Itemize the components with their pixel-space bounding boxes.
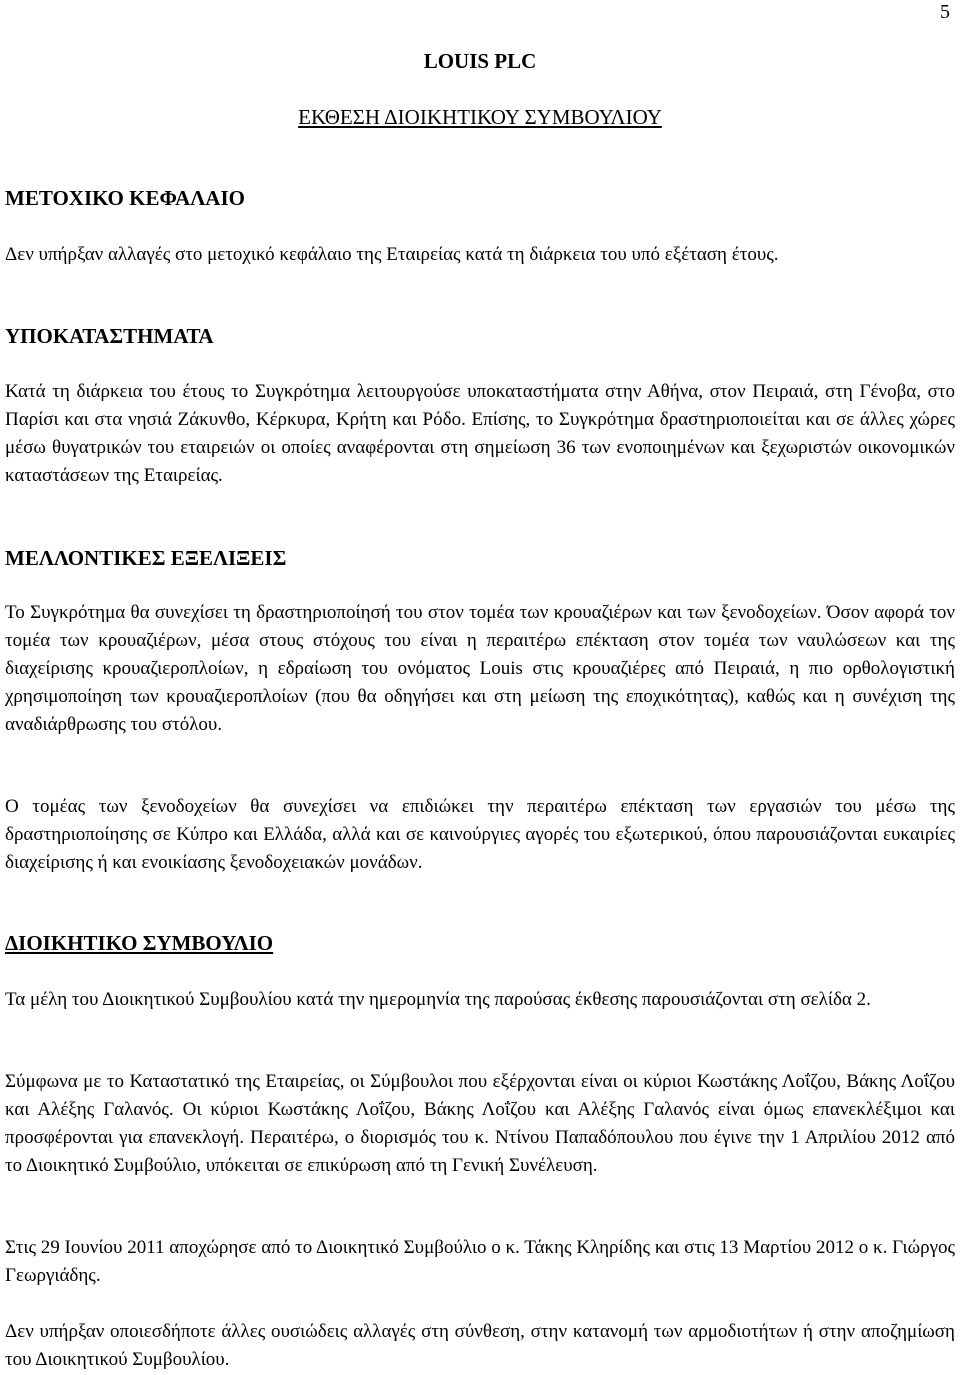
future-heading-block [5,544,955,572]
report-title: ΕΚΘΕΣΗ ΔΙΟΙΚΗΤΙΚΟΥ ΣΥΜΒΟΥΛΙΟΥ [298,105,662,129]
board-section-3 [5,1234,955,1290]
future-section [5,599,955,739]
board-section-4 [5,1318,955,1374]
share-capital-text: Δεν υπήρξαν αλλαγές στο μετοχικό κεφάλαιο της Εταιρείας κατά τη διάρκεια του υπό εξέταση έτους. [5,244,779,265]
document-page [5,0,955,1375]
board-text-2: Σύμφωνα με το Καταστατικό της Εταιρείας, οι Σύμβουλοι που εξέρχονται είναι οι κύριοι Κωστάκης Λοΐζου, Βάκης Λοΐζου και Αλέξης Γαλανός. Οι κύριοι Κωστάκης Λοΐζου, Βάκης Λοΐζου και Αλέξης Γαλανός είναι όμως επανεκλέξιμοι και προσφέρονται για επανεκλογή. Περαιτέρω, ο διορισμός του κ. Ντίνου Παπαδόπουλου που έγινε την 1 Απριλίου 2012 από το Διοικητικό Συμβούλιο, υπόκειται σε επικύρωση από τη Γενική Συνέλευση. [5,1071,955,1176]
board-text-3: Στις 29 Ιουνίου 2011 αποχώρησε από το Διοικητικό Συμβούλιο ο κ. Τάκης Κληρίδης και στις 13 Μαρτίου 2012 ο κ. Γιώργος Γεωργιάδης. [5,1237,955,1286]
future-heading: ΜΕΛΛΟΝΤΙΚΕΣ ΕΞΕΛΙΞΕΙΣ [5,546,287,570]
future-text-1: Το Συγκρότημα θα συνεχίσει τη δραστηριοποίησή του στον τομέα των κρουαζιέρων και των ξενοδοχείων. Όσον αφορά τον τομέα των κρουαζιέρων, μέσα στους στόχους του είναι η περαιτέρω επέκταση στον τομέα των ναυλώσεων και της διαχείρισης κρουαζιεροπλοίων, η εδραίωση του ονόματος Louis στις κρουαζιέρες από Πειραιά, η πιο ορθολογιστική χρησιμοποίηση των κρουαζιεροπλοίων (που θα οδηγήσει και στη μείωση της εποχικότητας), καθώς και η συνέχιση της αναδιάρθρωσης του στόλου. [5,602,955,735]
board-section-1 [5,986,955,1014]
share-capital-heading-block [5,184,955,212]
page-number: 5 [940,1,950,23]
board-text-4: Δεν υπήρξαν οποιεσδήποτε άλλες ουσιώδεις αλλαγές στη σύνθεση, στην κατανομή των αρμοδιοτήτων ή στην αποζημίωση του Διοικητικού Συμβουλίου. [5,1321,955,1370]
board-heading-block [5,929,955,957]
future-section-2 [5,793,955,877]
company-name: LOUIS PLC [423,49,537,73]
branches-section [5,378,955,490]
branches-heading-block [5,322,955,350]
board-text-1: Τα μέλη του Διοικητικού Συμβουλίου κατά την ημερομηνία της παρούσας έκθεσης παρουσιάζονται στη σελίδα 2. [5,989,871,1010]
share-capital-heading: ΜΕΤΟΧΙΚΟ ΚΕΦΑΛΑΙΟ [5,186,245,210]
future-text-2: Ο τομέας των ξενοδοχείων θα συνεχίσει να επιδιώκει την περαιτέρω επέκταση των εργασιών του μέσω της δραστηριοποίησης σε Κύπρο και Ελλάδα, αλλά και σε καινούργιες αγορές του εξωτερικού, όπου παρουσιάζονται ευκαιρίες διαχείρισης ή και ενοικίασης ξενοδοχειακών μονάδων. [5,796,955,873]
branches-text: Κατά τη διάρκεια του έτους το Συγκρότημα λειτουργούσε υποκαταστήματα στην Αθήνα, στον Πειραιά, στη Γένοβα, στο Παρίσι και στα νησιά Ζάκυνθο, Κέρκυρα, Κρήτη και Ρόδο. Επίσης, το Συγκρότημα δραστηριοποιείται και σε άλλες χώρες μέσω θυγατρικών του εταιρειών οι οποίες αναφέρονται στη σημείωση 36 των ενοποιημένων και ξεχωριστών οικονομικών καταστάσεων της Εταιρείας. [5,381,955,486]
board-heading: ΔΙΟΙΚΗΤΙΚΟ ΣΥΜΒΟΥΛΙΟ [5,931,274,955]
branches-heading: ΥΠΟΚΑΤΑΣΤΗΜΑΤΑ [5,324,214,348]
share-capital-section [5,241,955,269]
board-section-2 [5,1068,955,1180]
